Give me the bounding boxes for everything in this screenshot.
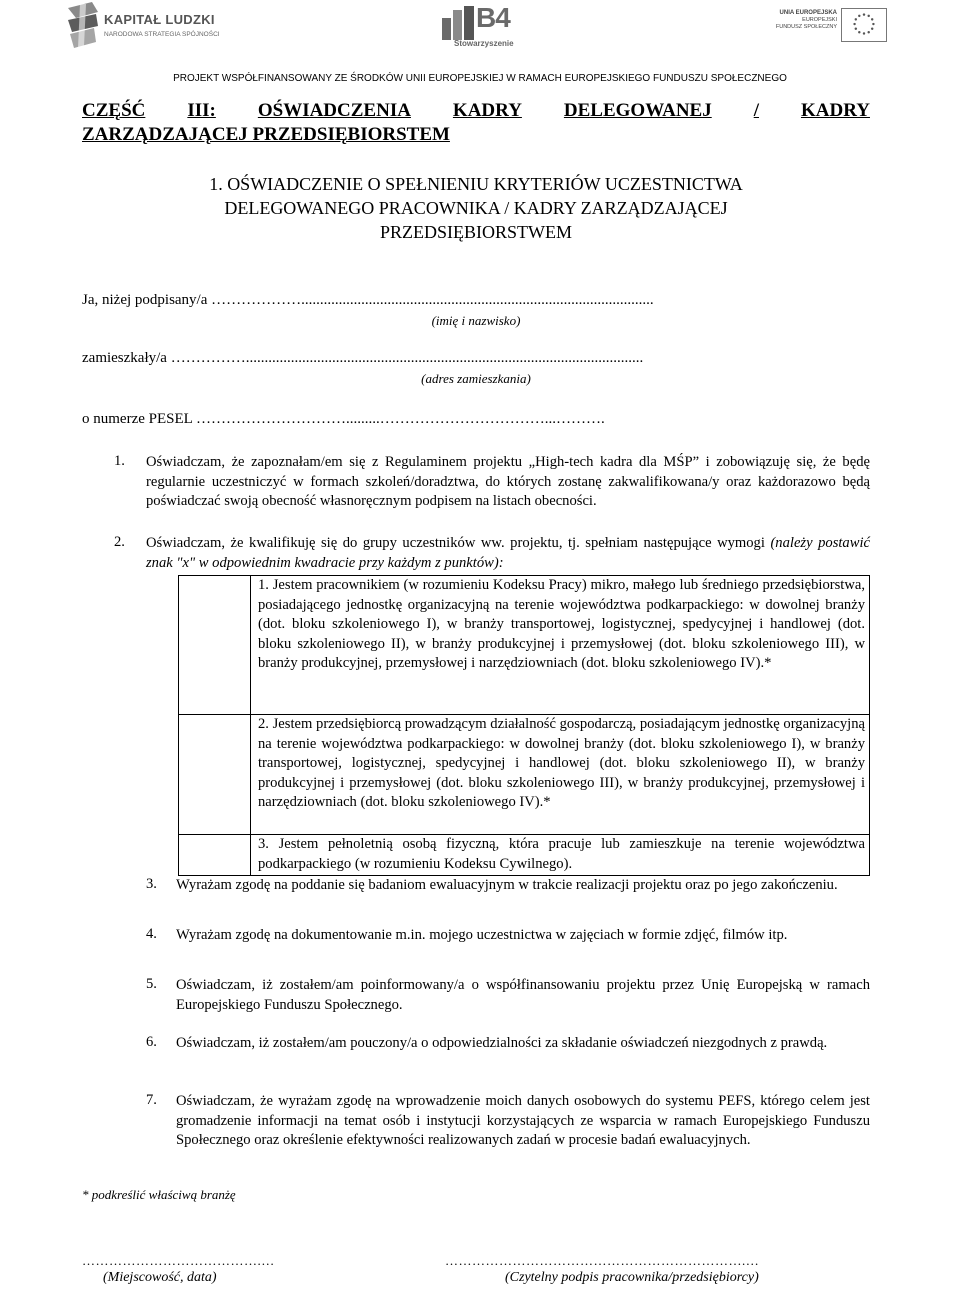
item-number: 5.: [146, 976, 157, 992]
criteria-checkbox[interactable]: [179, 715, 251, 835]
item-number: 4.: [146, 926, 157, 942]
item-number: 3.: [146, 876, 157, 892]
criteria-row: [179, 715, 870, 835]
statement-2-text: Oświadczam, że kwalifikuję się do grupy uczestników ww. projektu, tj. spełniam następujące wymogi: [146, 535, 765, 551]
kapital-ludzki-title: KAPITAŁ LUDZKI: [104, 12, 215, 27]
statement-2-note: (należy postawić znak "x" w odpowiednim kwadracie przy każdym z punktów):: [146, 535, 870, 571]
criteria-row: [179, 835, 870, 876]
statement-4: Wyrażam zgodę na dokumentowanie m.in. mojego uczestnictwa w zajęciach w formie zdjęć, filmów itp.: [176, 927, 788, 943]
part-title-word: KADRY: [800, 100, 870, 121]
criteria-text: 3. Jestem pełnoletnią osobą fizyczną, która pracuje lub zamieszkuje na terenie województwa podkarpackiego (w rozumieniu Kodeksu Cywilnego).: [251, 835, 870, 876]
criteria-checkbox[interactable]: [179, 835, 251, 876]
criteria-table: [178, 575, 870, 876]
project-cofinancing-line: PROJEKT WSPÓŁFINANSOWANY ZE ŚRODKÓW UNII EUROPEJSKIEJ W RAMACH EUROPEJSKIEGO FUNDUSZU SPOŁECZNEGO: [173, 73, 787, 84]
kapital-ludzki-subtitle: NARODOWA STRATEGIA SPÓJNOŚCI: [104, 31, 220, 38]
address-field[interactable]: zamieszkały/a ……………..........................................................................................................: [82, 350, 644, 366]
item-number: 1.: [114, 453, 125, 469]
name-caption: (imię i nazwisko): [431, 313, 521, 328]
section-title-line2: DELEGOWANEGO PRACOWNIKA / KADRY ZARZĄDZAJĄCEJ: [224, 198, 728, 218]
statement-2: [146, 534, 870, 573]
part-title: [82, 99, 870, 147]
part-title-word: /: [753, 100, 759, 121]
place-date-caption: (Miejscowość, data): [103, 1270, 217, 1285]
kapital-ludzki-emblem-icon: [66, 2, 100, 50]
item-number: 7.: [146, 1092, 157, 1108]
b4-logo: [442, 2, 522, 48]
item-number: 2.: [114, 534, 125, 550]
part-title-word: CZĘŚĆ: [82, 100, 146, 121]
signature-field[interactable]: ………………………………………………………….…: [445, 1253, 760, 1268]
part-title-line2: ZARZĄDZAJĄCEJ PRZEDSIĘBIORSTEM: [82, 124, 450, 145]
b4-emblem-icon: [442, 6, 476, 40]
statement-5: Oświadczam, iż zostałem/am poinformowany/a o współfinansowaniu projektu przez Unię Europejską w ramach Europejskiego Funduszu Społecznego.: [176, 977, 870, 1013]
statement-1: Oświadczam, że zapoznałam/em się z Regulaminem projektu „High-tech kadra dla MŚP” i zobowiązuję się, że będę regularnie uczestniczyć w formach szkoleń/doradztwa, do których zostanę zakwalifikowana/y oraz każdorazowo będą poświadczać swoją obecność własnoręcznym podpisem na listach obecności.: [146, 454, 870, 509]
section-title-line1: 1. OŚWIADCZENIE O SPEŁNIENIU KRYTERIÓW UCZESTNICTWA: [209, 174, 743, 194]
name-field[interactable]: Ja, niżej podpisany/a ………………..............................................................................................: [82, 292, 654, 308]
eu-flag-icon: [841, 8, 887, 42]
place-date-field[interactable]: ………………………………….…: [82, 1253, 275, 1268]
criteria-text: 2. Jestem przedsiębiorcą prowadzącym działalność gospodarczą, posiadającym jednostkę organizacyjną na terenie województwa podkarpackiego: w dowolnej branży (dot. bloku szkoleniowego I), w branży transportowej, logistycznej, spedycyjnej i handlowej (dot. bloku szkoleniowego II), w branży produkcyjnej i przemysłowej (dot. bloku szkoleniowego III), w branży produkcyjnej, przemysłowej i narzędziowniach (dot. bloku szkoleniowego IV).*: [251, 715, 870, 835]
b4-subtitle: Stowarzyszenie: [454, 39, 514, 48]
eu-logo-text: [773, 10, 837, 31]
statement-7: Oświadczam, że wyrażam zgodę na wprowadzenie moich danych osobowych do systemu PEFS, którego celem jest gromadzenie informacji na temat osób i instytucji korzystających ze wsparcia w ramach Europejskiego Funduszu Społecznego oraz określenie efektywności realizowanych zadań w procesie badań ewaluacyjnych.: [176, 1093, 870, 1148]
pesel-field[interactable]: o numerze PESEL ………………………….........……………………………...……….: [82, 411, 605, 427]
eu-logo: [773, 8, 888, 46]
eu-logo-line2: EUROPEJSKI: [802, 17, 837, 23]
part-title-word: III:: [187, 100, 216, 121]
b4-title: B4: [476, 2, 510, 33]
statement-6: Oświadczam, iż zostałem/am pouczony/a o odpowiedzialności za składanie oświadczeń niezgodnych z prawdą.: [176, 1035, 828, 1051]
statement-3: Wyrażam zgodę na poddanie się badaniom ewaluacyjnym w trakcie realizacji projektu oraz po jego zakończeniu.: [176, 877, 838, 893]
section-title: [82, 172, 870, 244]
footnote: * podkreślić właściwą branżę: [82, 1187, 236, 1202]
criteria-row: [179, 576, 870, 715]
criteria-text: 1. Jestem pracownikiem (w rozumieniu Kodeksu Pracy) mikro, małego lub średniego przedsiębiorstwa, posiadającego jednostkę organizacyjną na terenie województwa podkarpackiego: w dowolnej branży (dot. bloku szkoleniowego I), w branży transportowej, logistycznej, spedycyjnej i handlowej (dot. bloku szkoleniowego II), w branży produkcyjnej i przemysłowej (dot. bloku szkoleniowego III), w branży produkcyjnej, przemysłowej i narzędziowniach (dot. bloku szkoleniowego IV).*: [251, 576, 870, 715]
item-number: 6.: [146, 1034, 157, 1050]
criteria-checkbox[interactable]: [179, 576, 251, 715]
address-caption: (adres zamieszkania): [421, 371, 531, 386]
part-title-word: KADRY: [452, 100, 522, 121]
part-title-word: DELEGOWANEJ: [563, 100, 712, 121]
part-title-line1: [82, 99, 870, 123]
part-title-word: OŚWIADCZENIA: [257, 100, 411, 121]
section-title-line3: PRZEDSIĘBIORSTWEM: [379, 222, 572, 242]
signature-caption: (Czytelny podpis pracownika/przedsiębiorcy): [505, 1270, 759, 1285]
eu-logo-line3: FUNDUSZ SPOŁECZNY: [775, 24, 837, 30]
kapital-ludzki-logo: [66, 2, 226, 50]
eu-logo-line1: UNIA EUROPEJSKA: [779, 10, 837, 16]
